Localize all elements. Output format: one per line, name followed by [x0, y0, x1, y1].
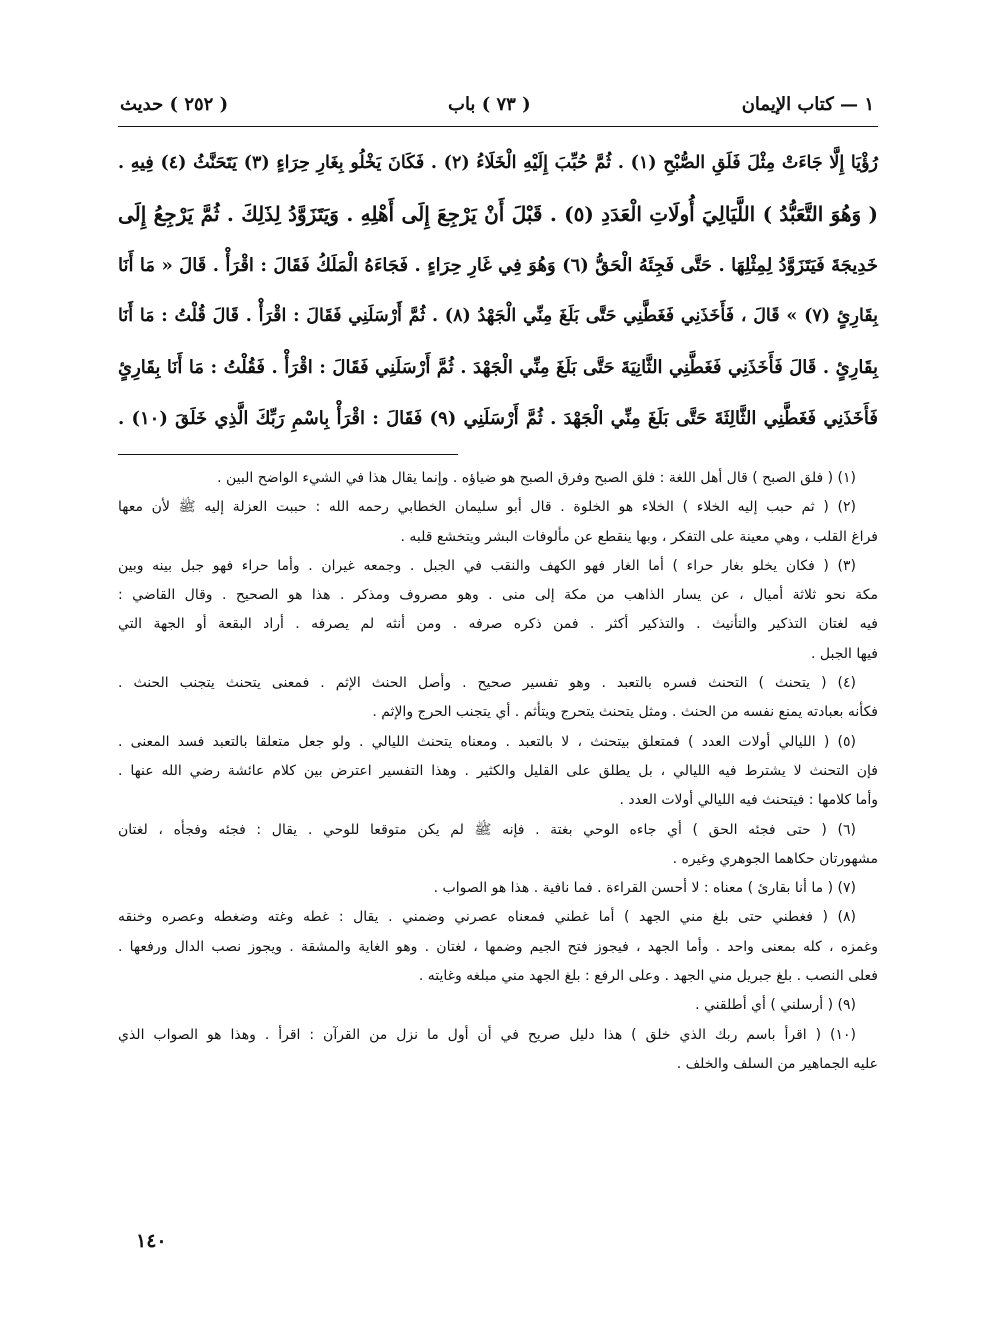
footnote [118, 874, 878, 903]
footnote [118, 903, 878, 991]
footnote-line: (١) ( فلق الصبح ) قال أهل اللغة : فلق الصبح وفرق الصبح هو ضياؤه . وإنما يقال هذا في الشيء الواضح البين . [217, 470, 856, 486]
footnotes [118, 464, 878, 1079]
footnote [118, 991, 878, 1020]
header-divider [118, 126, 878, 127]
footnote [118, 669, 878, 728]
footnote-line: فإن التحنث لا يشترط فيه الليالي ، بل يطلق على القليل والكثير . وهذا التفسير اعترض بين كلام عائشة رضي الله عنها . [118, 762, 878, 779]
page-number: ١٤٠ [136, 1230, 167, 1252]
document-page [118, 80, 878, 1300]
footnote-line: (٥) ( الليالي أولات العدد ) فمتعلق بيتحنث ، لا بالتعبد . ومعناه يتحنث الليالي . ولو جعل متعلقا بالتعبد فسد المعنى . [118, 733, 856, 750]
hadith-line: رُؤْيَا إِلَّا جَاءَتْ مِثْلَ فَلَقِ الصُّبْحِ (١) . ثُمَّ حُبِّبَ إِلَيْهِ الْخَلَاءُ (٢) . فَكَانَ يَخْلُو بِغَارِ حِرَاءٍ (٣) يَتَحَنَّثُ (٤) فِيهِ . [118, 153, 878, 173]
footnote-line: (٦) ( حتى فجئه الحق ) أي جاءه الوحي بغتة . فإنه ﷺ لم يكن متوقعا للوحي . يقال : فجئه وفجأه ، لغتان [118, 821, 856, 838]
footnote-line: (٨) ( فغطني حتى بلغ مني الجهد ) أما غطني فمعناه عصرني وضمني . يقال : غطه وغته وضغطه وعصره وخنقه [118, 909, 856, 926]
header-book-title: ١ — كتاب الإيمان [741, 94, 874, 115]
footnote [118, 493, 878, 552]
footnote-line: وغمزه ، كله بمعنى واحد . وأما الجهد ، فيجوز فتح الجيم وضمها ، لغتان . وهو الغاية والمشقة . ويجوز نصب الدال ورفعها . [118, 938, 878, 955]
footnote-line: وأما كلامها : فيتحنث فيه الليالي أولات العدد . [619, 792, 878, 809]
footnote-line: فراغ القلب ، وهي معينة على التفكر ، وبها ينقطع عن مألوفات البشر ويتخشع قلبه . [400, 528, 878, 545]
header-chapter: ( ٧٣ ) باب [448, 94, 531, 115]
footnote-line: (١٠) ( اقرأ باسم ربك الذي خلق ) هذا دليل صريح في أن أول ما نزل من القرآن : اقرأ . وهذا هو الصواب الذي [118, 1026, 856, 1043]
hadith-line: بِقَارِئٍ . قَالَ فَأَخَذَنِي فَغَطَّنِي الثَّانِيَةَ حَتَّى بَلَغَ مِنِّي الْجَهْدَ . ثُمَّ أَرْسَلَنِي فَقَالَ : اقْرَأْ . فَقُلْتُ : مَا أَنَا بِقَارِئٍ [118, 357, 878, 378]
footnote-line: عليه الجماهير من السلف والخلف . [676, 1055, 878, 1072]
footnote-line: فعلى النصب . بلغ جبريل مني الجهد . وعلى الرفع : بلغ الجهد مني مبلغه وغايته . [418, 968, 878, 985]
footnote-line: (٣) ( فكان يخلو بغار حراء ) أما الغار فهو الكهف والنقب في الجبل . وجمعه غيران . وأما حراء فهو جبل بينه وبين [118, 557, 856, 574]
footnote-line: (٧) ( ما أنا بقارئ ) معناه : لا أحسن القراءة . فما نافية . هذا هو الصواب . [433, 880, 856, 897]
header-hadith-number: ( ٢٥٢ ) حديث [120, 94, 229, 115]
footnote [118, 728, 878, 816]
footnote [118, 1021, 878, 1080]
hadith-line: بِقَارِئٍ (٧) » قَالَ ، فَأَخَذَنِي فَغَطَّنِي حَتَّى بَلَغَ مِنِّي الْجَهْدُ (٨) . ثُمَّ أَرْسَلَنِي فَقَالَ : اقْرَأْ . قَالَ قُلْتُ : مَا أَنَا [118, 306, 878, 326]
hadith-line: ( وَهُوَ التَّعَبُّدُ ) اللَّيَالِيَ أُولَاتِ الْعَدَدِ (٥) . قَبْلَ أَنْ يَرْجِعَ إِلَى أَهْلِهِ . وَيَتَزَوَّدُ لِذَلِكَ . ثُمَّ يَرْجِعُ إِلَى [118, 202, 878, 226]
footnote-line: مشهورتان حكاهما الجوهري وغيره . [672, 850, 878, 867]
hadith-line: خَدِيجَةَ فَيَتَزَوَّدُ لِمِثْلِهَا . حَتَّى فَجِئَهُ الْحَقُّ (٦) وَهُوَ فِي غَارِ حِرَاءٍ . فَجَاءَهُ الْمَلَكُ فَقَالَ : اقْرَأْ . قَالَ « مَا أَنَا [118, 255, 878, 276]
footnote-line: (٤) ( يتحنث ) التحنث فسره بالتعبد . وهو تفسير صحيح . وأصل الحنث الإثم . فمعنى يتحنث يتجنب الحنث . [118, 675, 856, 692]
footnote [118, 552, 878, 669]
footnote-line: فيه لغتان التذكير والتأنيث . والتذكير أكثر . فمن ذكره صرفه . ومن أنثه لم يصرفه . أراد البقعة أو الجهة التي [118, 616, 878, 633]
hadith-text [118, 138, 878, 444]
hadith-line: فَأَخَذَنِي فَغَطَّنِي الثَّالِثَةَ حَتَّى بَلَغَ مِنِّي الْجَهْدَ . ثُمَّ أَرْسَلَنِي (٩) فَقَالَ : اقْرَأْ بِاسْمِ رَبِّكَ الَّذِي خَلَقَ (١٠) . [118, 408, 878, 429]
footnote-line: فكأنه بعبادته يمنع نفسه من الحنث . ومثل يتحنث يتحرج ويتأثم . أي يتجنب الحرج والإثم . [372, 704, 878, 721]
footnote [118, 816, 878, 875]
footnote-line: (٢) ( ثم حبب إليه الخلاء ) الخلاء هو الخلوة . قال أبو سليمان الخطابي رحمه الله : حببت العزلة إليه ﷺ لأن معها [118, 499, 856, 516]
footnote-line: (٩) ( أرسلني ) أي أطلقني . [695, 997, 856, 1014]
footnote-line: فيها الجبل . [810, 645, 878, 662]
running-header [118, 92, 878, 122]
footnote-line: مكة نحو ثلاثة أميال ، عن يسار الذاهب من مكة إلى منى . وهو مصروف ومذكر . هذا هو الصحيح . وقال القاضي : [118, 587, 878, 604]
footnote-divider [118, 454, 458, 455]
footnote [118, 464, 878, 493]
